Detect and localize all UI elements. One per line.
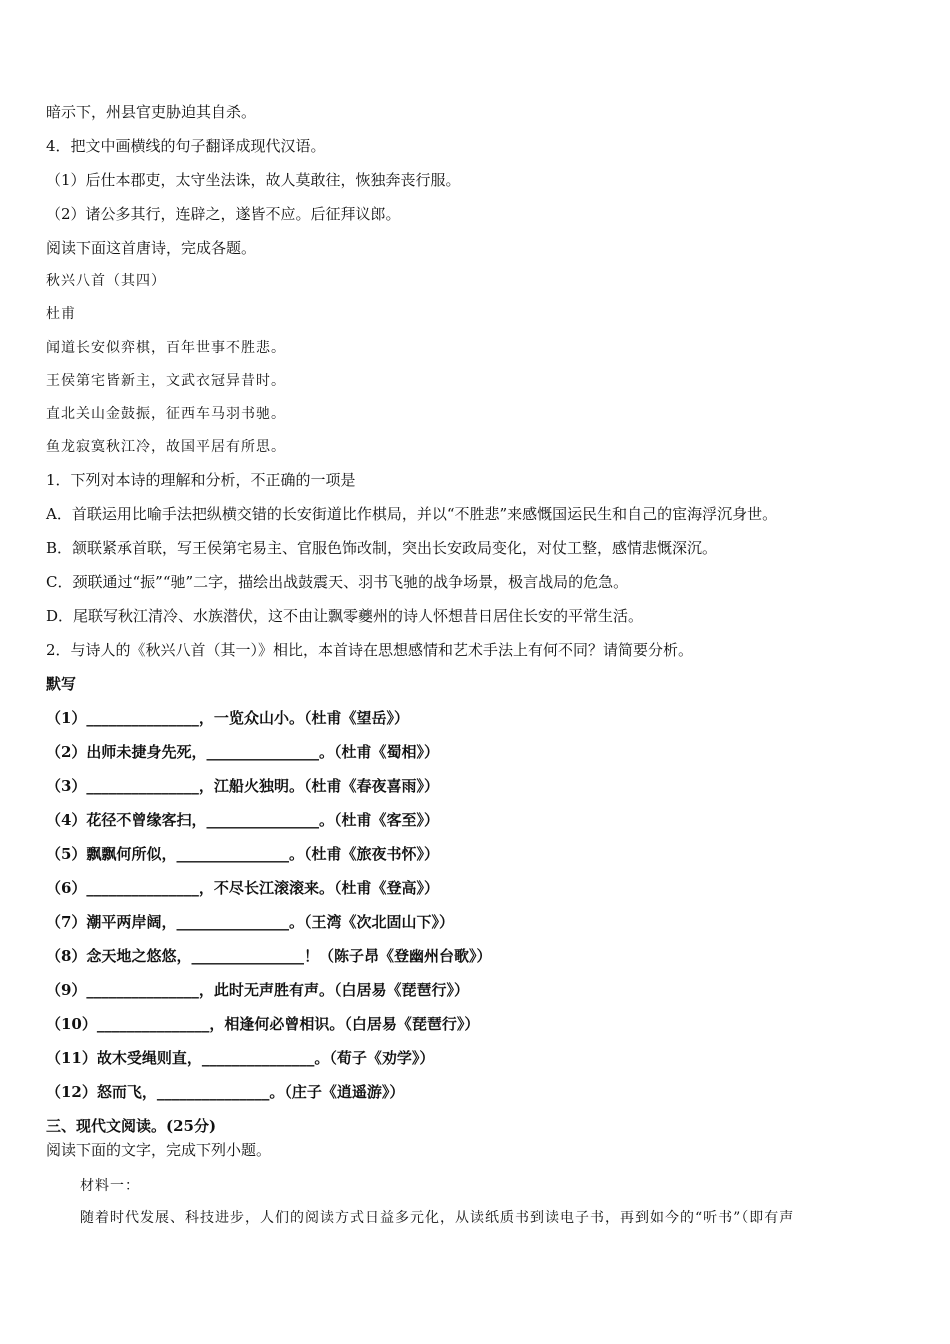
dictation-item: （9）_______________，此时无声胜有声。（白居易《琵琶行》） bbox=[46, 981, 469, 999]
poem-line: 直北关山金鼓振，征西车马羽书驰。 bbox=[46, 406, 286, 422]
dictation-item: （7）潮平两岸阔，_______________。（王湾《次北固山下》） bbox=[46, 913, 454, 931]
dictation-item: （8）念天地之悠悠，_______________！（陈子昂《登幽州台歌》） bbox=[46, 947, 492, 965]
option-b: B．颔联紧承首联，写王侯第宅易主、官服色饰改制，突出长安政局变化，对仗工整，感情悲慨深沉。 bbox=[46, 539, 718, 557]
question-4-item-1: （1）后仕本郡吏，太守坐法诛，故人莫敢往，恢独奔丧行服。 bbox=[46, 171, 461, 189]
dictation-item: （12）怒而飞，_______________。（庄子《逍遥游》） bbox=[46, 1083, 405, 1101]
poem-line: 闻道长安似弈棋，百年世事不胜悲。 bbox=[46, 340, 286, 356]
material-text: 随着时代发展、科技进步，人们的阅读方式日益多元化，从读纸质书到读电子书，再到如今的“听书”（即有声 bbox=[80, 1210, 795, 1226]
question-4-item-2: （2）诸公多其行，连辟之，遂皆不应。后征拜议郎。 bbox=[46, 205, 401, 223]
poem-line: 鱼龙寂寞秋江冷，故国平居有所思。 bbox=[46, 439, 286, 455]
question-1: 1．下列对本诗的理解和分析，不正确的一项是 bbox=[46, 471, 356, 489]
poem-author: 杜甫 bbox=[46, 306, 76, 322]
dictation-item: （6）_______________，不尽长江滚滚来。（杜甫《登高》） bbox=[46, 879, 439, 897]
dictation-item: （4）花径不曾缘客扫，_______________。（杜甫《客至》） bbox=[46, 811, 439, 829]
section-3-instruction: 阅读下面的文字，完成下列小题。 bbox=[46, 1141, 272, 1159]
section-3-title: 三、现代文阅读。(25分) bbox=[46, 1117, 217, 1135]
dictation-heading: 默写 bbox=[46, 675, 77, 693]
option-a: A．首联运用比喻手法把纵横交错的长安街道比作棋局，并以“不胜悲”来感慨国运民生和自己的宦海浮沉身世。 bbox=[46, 505, 778, 523]
instruction-text: 阅读下面这首唐诗，完成各题。 bbox=[46, 239, 257, 257]
poem-line: 王侯第宅皆新主，文武衣冠异昔时。 bbox=[46, 373, 286, 389]
dictation-item: （10）_______________，相逢何必曾相识。（白居易《琵琶行》） bbox=[46, 1015, 480, 1033]
dictation-item: （2）出师未捷身先死，_______________。（杜甫《蜀相》） bbox=[46, 743, 439, 761]
question-2: 2．与诗人的《秋兴八首（其一）》相比，本首诗在思想感情和艺术手法上有何不同？请简要分析。 bbox=[46, 641, 694, 659]
material-label: 材料一： bbox=[80, 1178, 140, 1194]
option-d: D．尾联写秋江清冷、水族潜伏，这不由让飘零夔州的诗人怀想昔日居住长安的平常生活。 bbox=[46, 607, 644, 625]
dictation-item: （5）飘飘何所似，_______________。（杜甫《旅夜书怀》） bbox=[46, 845, 439, 863]
dictation-item: （1）_______________，一览众山小。（杜甫《望岳》） bbox=[46, 709, 409, 727]
option-c: C．颈联通过“振”“驰”二字，描绘出战鼓震天、羽书飞驰的战争场景，极言战局的危急。 bbox=[46, 573, 629, 591]
dictation-item: （3）_______________，江船火独明。（杜甫《春夜喜雨》） bbox=[46, 777, 439, 795]
text-line: 暗示下，州县官吏胁迫其自杀。 bbox=[46, 103, 257, 121]
dictation-item: （11）故木受绳则直，_______________。（荀子《劝学》） bbox=[46, 1049, 435, 1067]
poem-title: 秋兴八首（其四） bbox=[46, 273, 166, 289]
question-4: 4．把文中画横线的句子翻译成现代汉语。 bbox=[46, 137, 326, 155]
